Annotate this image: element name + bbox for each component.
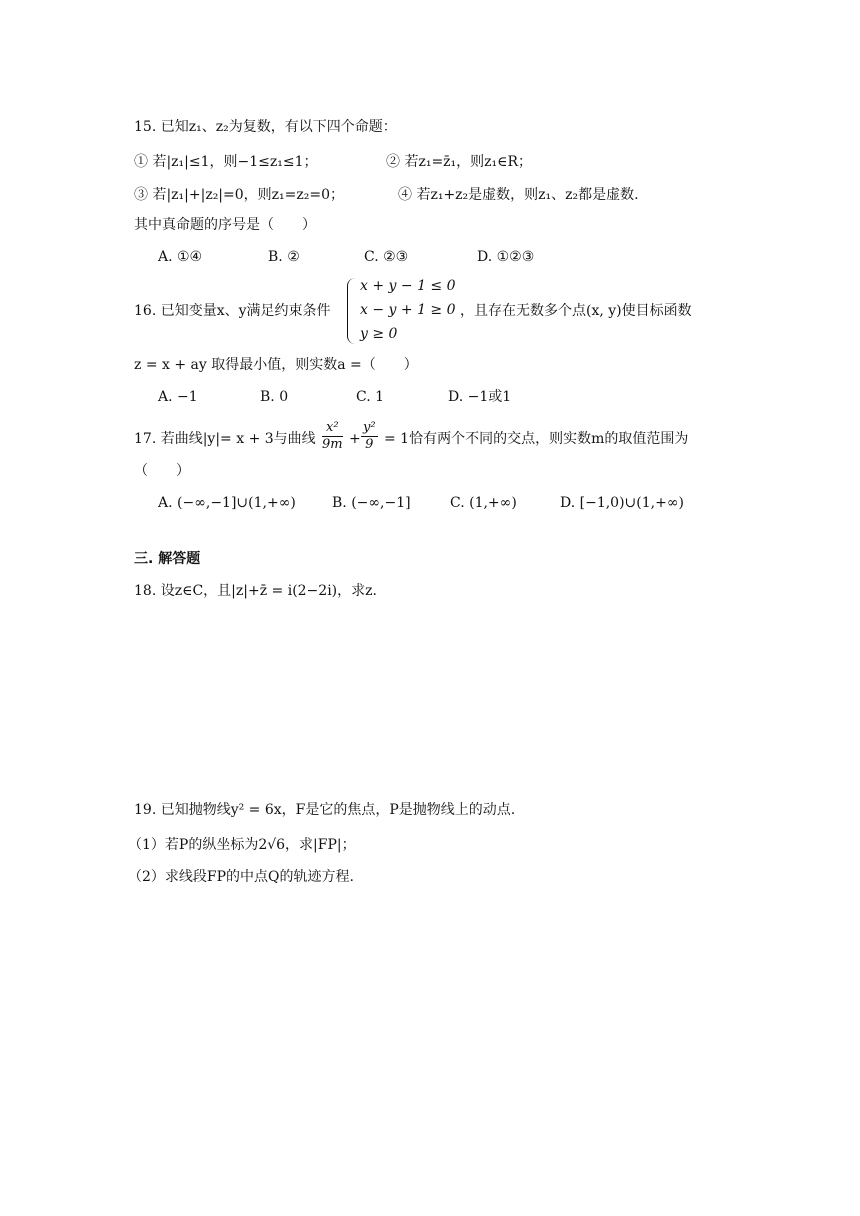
q17-fraction-1-denominator: 9m: [322, 437, 343, 452]
q16-stem-2: z = x + ay 取得最小值，则实数a =（ ）: [134, 357, 418, 373]
q17-fraction-1: [322, 420, 343, 453]
q17-fraction-2-numerator: y²: [363, 420, 376, 435]
q17-fraction-1-numerator: x²: [322, 420, 343, 437]
q17-fraction-2: [361, 420, 378, 453]
q17-stem-post: = 1恰有两个不同的交点，则实数m的取值范围为: [384, 431, 689, 447]
q15-ask: 其中真命题的序号是（ ）: [134, 217, 316, 233]
q15-prop-4: ④ 若z₁+z₂是虚数，则z₁、z₂都是虚数.: [398, 187, 639, 203]
q19-part-1: （1）若P的纵坐标为2√6，求|FP|；: [128, 837, 356, 853]
q16-option-d: D. −1或1: [448, 389, 512, 405]
q17-paren: （ ）: [134, 463, 190, 479]
q15-prop-2: ② 若z₁=z̄₁，则z₁∈R；: [386, 154, 533, 170]
q15-option-a: A. ①④: [158, 249, 203, 265]
q19-part-2: （2）求线段FP的中点Q的轨迹方程.: [128, 869, 354, 885]
q15-prop-1: ① 若|z₁|≤1，则−1≤z₁≤1；: [134, 154, 318, 170]
q19-stem: 19. 已知抛物线y² = 6x，F是它的焦点，P是抛物线上的动点.: [134, 802, 516, 818]
q17-plus: +: [349, 431, 361, 447]
q16-constraint-2: x − y + 1 ≥ 0: [360, 302, 456, 318]
q17-option-c: C. (1,+∞): [450, 495, 517, 511]
q15-option-c: C. ②③: [364, 249, 409, 265]
q17-stem-pre: 17. 若曲线|y|= x + 3与曲线: [134, 431, 316, 447]
q16-constraint-1: x + y − 1 ≤ 0: [360, 278, 456, 294]
q16-stem-pre: 16. 已知变量x、y满足约束条件: [134, 303, 331, 319]
q17-option-a: A. (−∞,−1]∪(1,+∞): [158, 495, 296, 511]
q17-fraction-2-denominator: 9: [365, 437, 374, 452]
q17-option-b: B. (−∞,−1]: [332, 495, 411, 511]
q16-option-c: C. 1: [356, 389, 385, 405]
q16-stem-post: ，且存在无数多个点(x, y)使目标函数: [460, 303, 692, 319]
q15-stem: 15. 已知z₁、z₂为复数，有以下四个命题：: [134, 119, 397, 135]
q16-option-b: B. 0: [260, 389, 289, 405]
q15-prop-3: ③ 若|z₁|+|z₂|=0，则z₁=z₂=0；: [134, 187, 345, 203]
constraint-brace: [347, 278, 356, 344]
q15-option-b: B. ②: [268, 249, 300, 265]
q16-constraint-3: y ≥ 0: [360, 326, 398, 342]
q17-option-d: D. [−1,0)∪(1,+∞): [560, 495, 684, 511]
q16-option-a: A. −1: [158, 389, 198, 405]
section-heading: 三. 解答题: [134, 551, 201, 567]
q15-option-d: D. ①②③: [477, 249, 535, 265]
q18-stem: 18. 设z∈C，且|z|+z̄ = i(2−2i)，求z.: [134, 583, 377, 599]
